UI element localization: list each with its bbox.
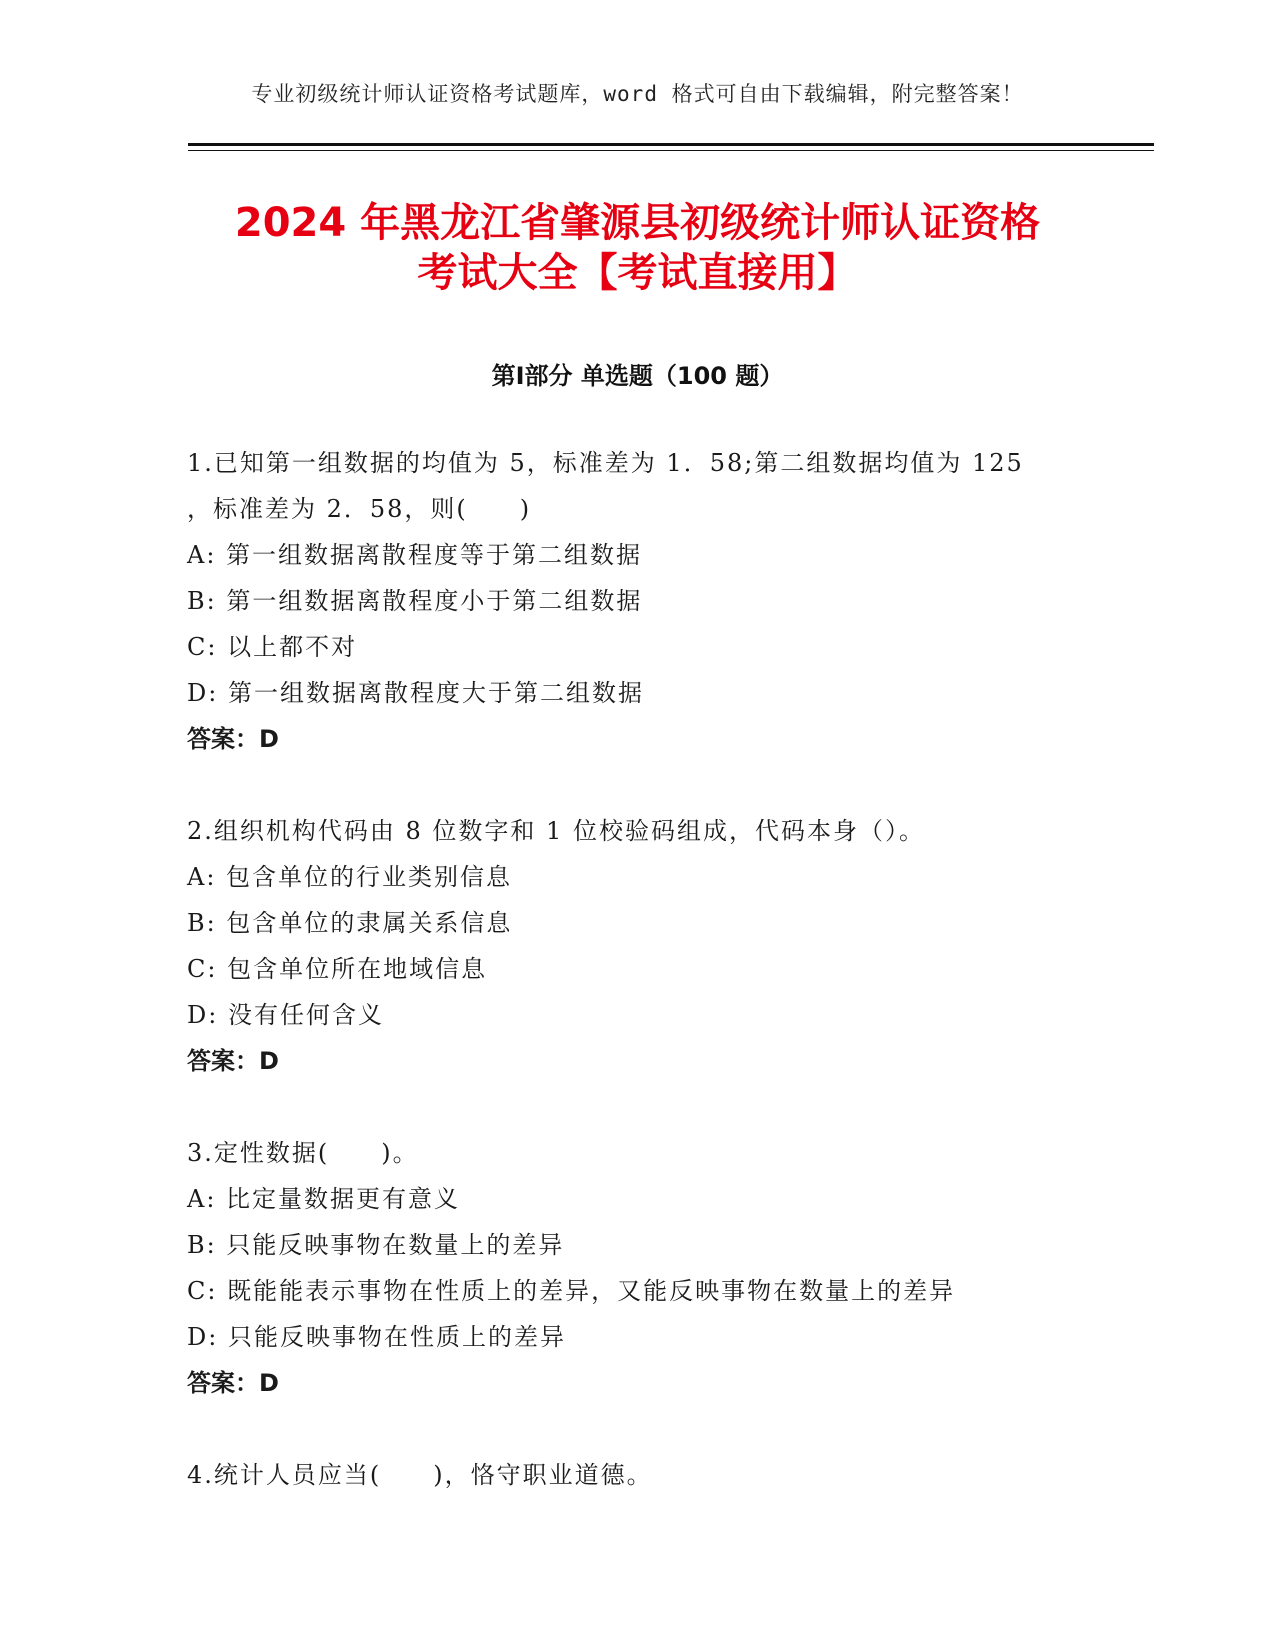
header-rule-thin	[188, 150, 1154, 151]
option-b: B: 只能反映事物在数量上的差异	[187, 1231, 565, 1259]
question-stem: ，标准差为 2．58，则( )	[187, 495, 532, 523]
option-d: D: 没有任何含义	[187, 1001, 384, 1029]
option-c: C: 以上都不对	[187, 633, 358, 661]
option-c: C: 包含单位所在地域信息	[187, 955, 488, 983]
option-c: C: 既能能表示事物在性质上的差异，又能反映事物在数量上的差异	[187, 1277, 956, 1305]
answer: 答案：D	[187, 1369, 279, 1397]
question-stem: 1.已知第一组数据的均值为 5，标准差为 1．58;第二组数据均值为 125	[187, 449, 1024, 477]
title-line-2: 考试大全【考试直接用】	[417, 250, 858, 296]
question-stem: 3.定性数据( )。	[187, 1139, 419, 1167]
option-d: D: 只能反映事物在性质上的差异	[187, 1323, 566, 1351]
question-2	[187, 808, 1087, 1084]
option-a: A: 比定量数据更有意义	[187, 1185, 461, 1213]
option-a: A: 包含单位的行业类别信息	[187, 863, 513, 891]
header-note: 专业初级统计师认证资格考试题库，word 格式可自由下载编辑，附完整答案！	[251, 82, 1024, 106]
question-1	[187, 440, 1087, 762]
question-list	[187, 440, 1087, 1544]
answer: 答案：D	[187, 1047, 279, 1075]
question-3	[187, 1130, 1087, 1406]
header-rule-thick	[188, 143, 1154, 146]
answer: 答案：D	[187, 725, 279, 753]
section-heading: 第Ⅰ部分 单选题（100 题）	[491, 362, 784, 390]
title-line-1: 2024 年黑龙江省肇源县初级统计师认证资格	[234, 200, 1041, 246]
option-b: B: 包含单位的隶属关系信息	[187, 909, 513, 937]
question-stem: 2.组织机构代码由 8 位数字和 1 位校验码组成，代码本身（）。	[187, 817, 925, 845]
option-d: D: 第一组数据离散程度大于第二组数据	[187, 679, 644, 707]
question-4	[187, 1452, 1087, 1498]
option-a: A: 第一组数据离散程度等于第二组数据	[187, 541, 643, 569]
option-b: B: 第一组数据离散程度小于第二组数据	[187, 587, 643, 615]
question-stem: 4.统计人员应当( )，恪守职业道德。	[187, 1461, 653, 1489]
document-title	[150, 198, 1125, 298]
